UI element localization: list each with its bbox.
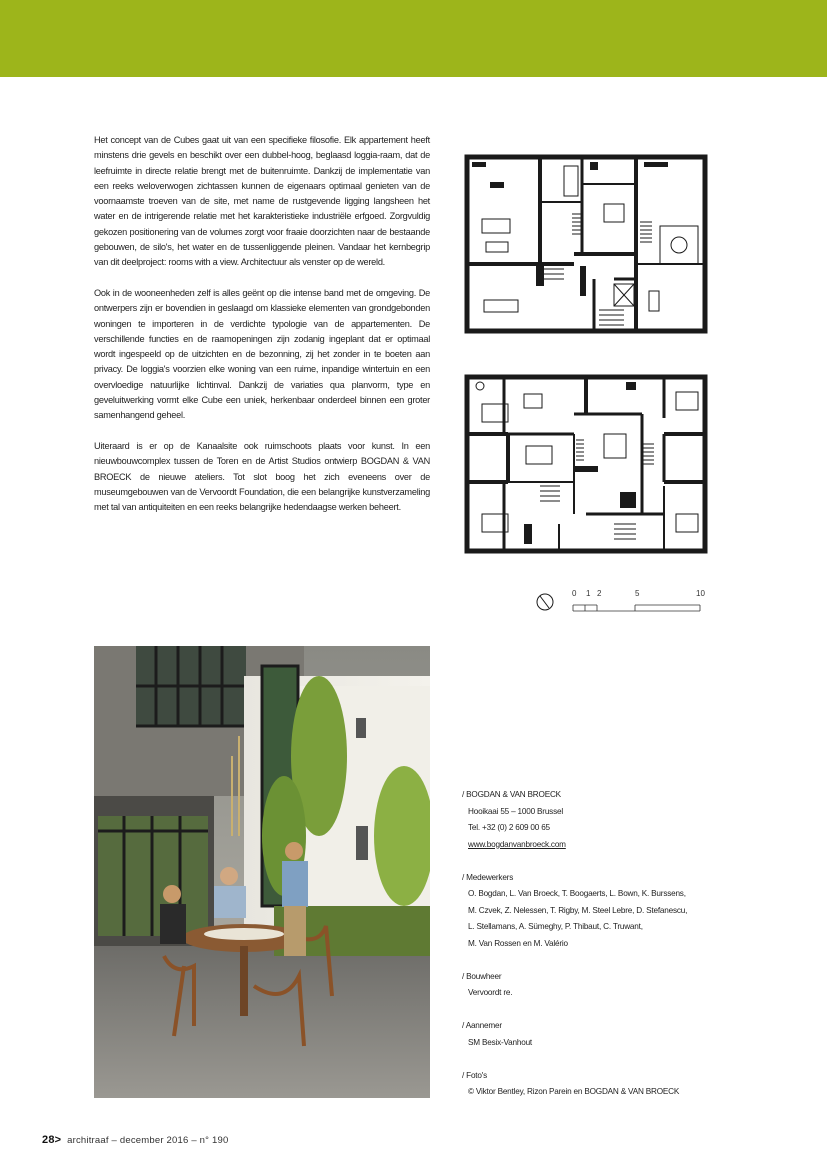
architect-phone: Tel. +32 (0) 2 609 00 65 [468,823,550,832]
credits-contractor [462,1018,722,1051]
collaborators-line-3: L. Stellamans, A. Sümeghy, P. Thibaut, C. Truwant, [468,922,643,931]
architect-heading: / BOGDAN & VAN BROECK [462,790,561,799]
floor-plan-upper [464,154,708,334]
paragraph-3: Uiteraard is er op de Kanaalsite ook ruimschoots plaats voor kunst. In een nieuwbouwcomplex tussen de Toren en de Artist Studios ontwierp BOGDAN & VAN BROECK de nieuwe ateliers. Tot slot boog het zich eveneens over de museumgebouwen van de Vervoordt Foundation, die een belangrijke kunstverzameling met tal van antiquiteiten en een reeks belangrijke hedendaagse werken beheert. [94,440,430,513]
photos-heading: / Foto's [462,1070,487,1080]
collaborators-line-4: M. Van Rossen en M. Valério [468,938,568,948]
scale-label-1: 1 [586,589,591,598]
client-value: Vervoordt re. [468,988,513,997]
credits-photos [462,1068,722,1101]
article-body [94,133,430,531]
credits-architect [462,787,722,853]
floor-plan-lower [464,374,708,554]
photos-value: © Viktor Bentley, Rizon Parein en BOGDAN & VAN BROECK [468,1087,680,1096]
credits-collaborators [462,870,722,953]
paragraph-2: Ook in de wooneenheden zelf is alles geënt op die intense band met de omgeving. De ontwerpers zijn er bovendien in geslaagd om klassieke elementen van grondgebonden woningen te importeren in de verdichte typologie van de appartementen. De verschillende functies en de raamopeningen zijn zodanig ingeplant dat er optimaal wordt ingespeeld op de uitzichten en de bezonning, zij het zonder in te boeten aan privacy. De loggia's voorzien elke woning van een ruime, inpandige wintertuin en een overvloedige natuurlijke lichtinval. Dankzij de variaties qua planvorm, type en geveluitwerking vormt elke Cube een uniek, herkenbaar onderdeel binnen een groter samenhangend geheel. [94,287,430,421]
contractor-value: SM Besix-Vanhout [468,1037,532,1047]
architect-address: Hooikaai 55 – 1000 Brussel [468,806,563,816]
credits-client [462,969,722,1002]
page-number: 28> [42,1134,62,1146]
project-credits [462,787,722,1117]
scale-label-10: 10 [696,589,705,598]
scale-label-2: 2 [597,589,602,598]
client-heading: / Bouwheer [462,971,502,981]
paragraph-1: Het concept van de Cubes gaat uit van een specifieke filosofie. Elk appartement heeft minstens drie gevels en beschikt over een dubbel-hoog, beglaasd loggia-raam, dat de leefruimte in directe relatie brengt met de buitenruimte. Dankzij de implementatie van een reeks weloverwogen zichtassen kunnen de eigenaars optimaal genieten van de voornaamste troeven van de site, met name de rustgevende ligging langsheen het water en de intrigerende relatie met het karakteristieke industriële erfgoed. Zorgvuldig gekozen positionering van de volumes zorgt voor fraaie doorzichten naar de bestaande gebouwen, de silo's, het water en de tussenliggende pleinen. Vandaar het kernbegrip van dit deelproject: rooms with a view. Architectuur als venster op de wereld. [94,135,430,268]
scale-label-0: 0 [572,589,577,598]
collaborators-line-1: O. Bogdan, L. Van Broeck, T. Boogaerts, L. Bown, K. Burssens, [468,889,686,898]
magazine-issue: architraaf – december 2016 – n° 190 [67,1135,229,1146]
scale-bar [535,589,710,617]
page-footer [42,1134,228,1146]
header-color-band [0,0,827,77]
north-arrow-icon [537,594,553,610]
scale-label-5: 5 [635,589,640,598]
contractor-heading: / Aannemer [462,1021,502,1030]
collaborators-heading: / Medewerkers [462,872,514,882]
collaborators-line-2: M. Czvek, Z. Nelessen, T. Rigby, M. Steel Lebre, D. Stefanescu, [468,905,688,915]
architect-website-link[interactable]: www.bogdanvanbroeck.com [468,839,566,849]
interior-photo [94,646,430,1098]
